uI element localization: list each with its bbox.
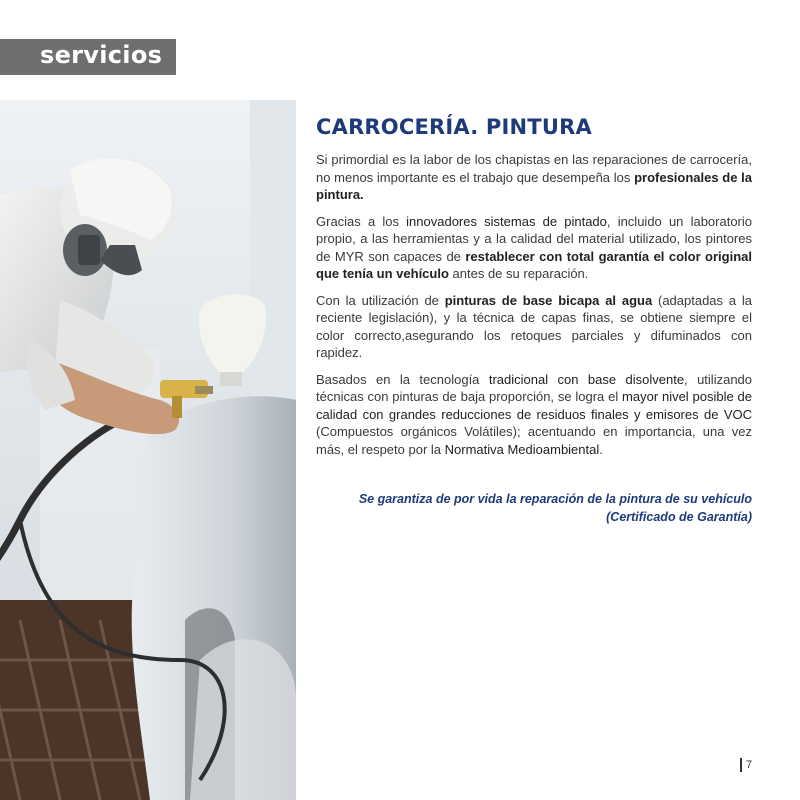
guarantee-note: [316, 490, 752, 526]
text-segment: , incluido un laboratorio propio, a las herramientas y a la calidad del material utilizado, los pintores de MYR son capaces de: [316, 213, 753, 264]
section-tab: [0, 39, 176, 75]
paragraph-2: [316, 213, 752, 283]
photo-illustration: [0, 100, 296, 800]
text-segment: mayor nivel posible de calidad con grandes reducciones de residuos finales y emisores de VOC: [316, 389, 752, 422]
guarantee-line-2: (Certificado de Garantía): [606, 510, 752, 524]
text-segment: profesionales de la pintura.: [316, 169, 753, 202]
text-segment: Gracias a los: [316, 213, 407, 229]
page-number: 7: [740, 758, 752, 772]
text-segment: innovadores sistemas de pintado: [406, 213, 607, 229]
text-segment: Con la utilización de: [316, 292, 445, 308]
paragraph-1: [316, 151, 752, 204]
text-segment: (Compuestos orgánicos Volátiles); acentuando en importancia, una vez más, el respeto por la: [316, 424, 752, 457]
section-label: servicios: [40, 41, 163, 69]
text-segment: Normativa Medioambiental: [444, 441, 600, 457]
text-segment: restablecer con total garantía el color original que tenía un vehículo: [316, 248, 752, 281]
text-segment: antes de su reparación.: [448, 266, 589, 281]
text-segment: .: [599, 441, 603, 457]
paragraph-4: [316, 371, 752, 459]
article-title: CARROCERÍA. PINTURA: [316, 115, 592, 139]
text-segment: Basados en la tecnología: [316, 371, 489, 387]
text-segment: , utilizando técnicas con pinturas de baja proporción, se logra el: [316, 371, 753, 404]
article: [316, 115, 752, 467]
text-segment: Si primordial es la labor de los chapistas en las reparaciones de carrocería, no menos importante es el trabajo que desempeña los: [316, 152, 752, 185]
guarantee-line-1: Se garantiza de por vida la reparación de la pintura de su vehículo: [358, 492, 752, 506]
text-segment: (adaptadas a la reciente legislación), y la técnica de capas finas, se obtiene siempre el color correcto,asegurando los retoques parciales y difuminados con rapidez.: [316, 292, 752, 360]
text-segment: pinturas de base bicapa al agua: [444, 292, 653, 308]
text-segment: tradicional con base disolvente: [488, 371, 685, 387]
spray-painter-photo: [0, 100, 296, 800]
paragraph-3: [316, 292, 752, 362]
